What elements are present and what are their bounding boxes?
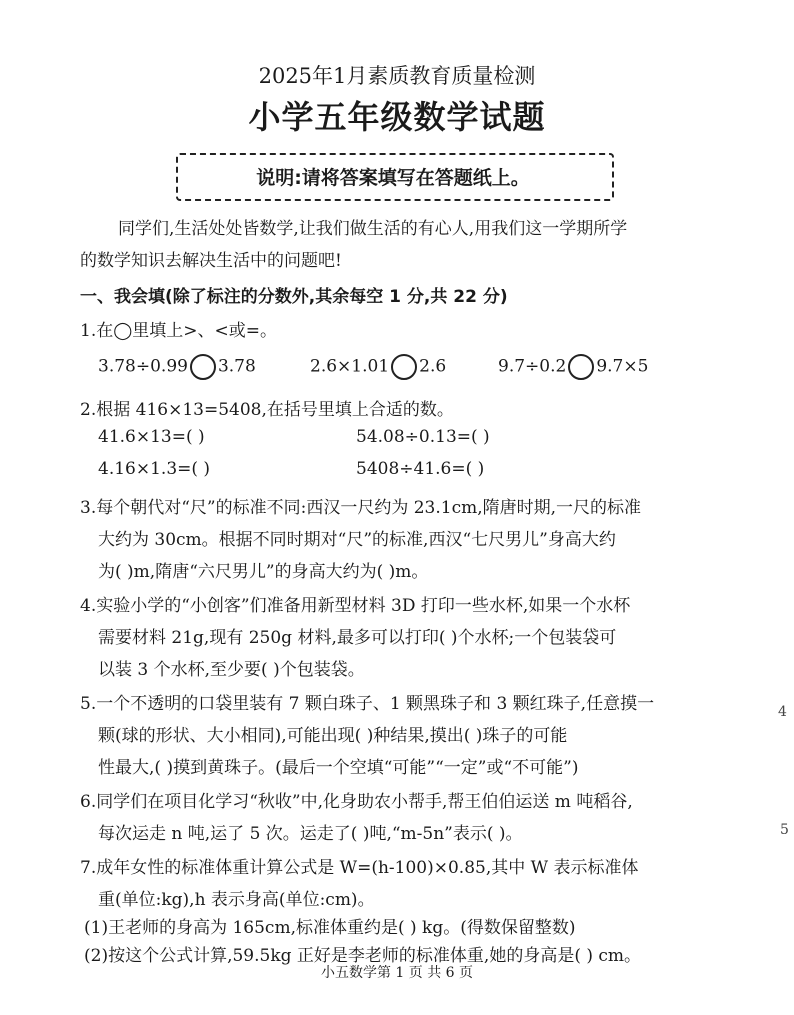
exam-subtitle: 2025年1月素质教育质量检测 <box>258 64 536 88</box>
q5-line-3: 性最大,( )摸到黄珠子。(最后一个空填“可能”“一定”或“不可能”) <box>98 758 579 778</box>
margin-mark: 5 <box>780 822 789 838</box>
q2-item-2: 54.08÷0.13=( ) <box>356 427 490 447</box>
q1-item-3: 9.7÷0.2 9.7×5 <box>498 354 648 380</box>
q3-line-1: 3.每个朝代对“尺”的标准不同:西汉一尺约为 23.1cm,隋唐时期,一尺的标准 <box>80 498 642 518</box>
notice-text: 说明:请将答案填写在答题纸上。 <box>256 167 530 189</box>
q7-sub-1: (1)王老师的身高为 165cm,标准体重约是( ) kg。(得数保留整数) <box>84 918 576 938</box>
q2-item-3: 4.16×1.3=( ) <box>98 459 211 479</box>
q2-item-1: 41.6×13=( ) <box>98 427 205 447</box>
intro-line-2: 的数学知识去解决生活中的问题吧! <box>80 251 342 271</box>
q6-line-2: 每次运走 n 吨,运了 5 次。运走了( )吨,“m-5n”表示( )。 <box>98 824 523 844</box>
compare-circle[interactable] <box>190 354 216 380</box>
q7-line-2: 重(单位:kg),h 表示身高(单位:cm)。 <box>98 890 375 910</box>
question-1-stem: 1.在◯里填上>、<或=。 <box>80 321 277 341</box>
intro-line-1: 同学们,生活处处皆数学,让我们做生活的有心人,用我们这一学期所学 <box>118 219 628 239</box>
q4-line-1: 4.实验小学的“小创客”们准备用新型材料 3D 打印一些水杯,如果一个水杯 <box>80 596 631 616</box>
q1-item-1: 3.78÷0.99 3.78 <box>98 354 256 380</box>
q7-line-1: 7.成年女性的标准体重计算公式是 W=(h-100)×0.85,其中 W 表示标准体 <box>80 858 639 878</box>
q4-line-2: 需要材料 21g,现有 250g 材料,最多可以打印( )个水杯;一个包装袋可 <box>98 628 617 648</box>
q3-line-3: 为( )m,隋唐“六尺男儿”的身高大约为( )m。 <box>98 562 429 582</box>
margin-mark: 4 <box>778 704 787 720</box>
q5-line-2: 颗(球的形状、大小相同),可能出现( )种结果,摸出( )珠子的可能 <box>98 726 568 746</box>
q2-item-4: 5408÷41.6=( ) <box>356 459 485 479</box>
compare-circle[interactable] <box>391 354 417 380</box>
q3-line-2: 大约为 30cm。根据不同时期对“尺”的标准,西汉“七尺男儿”身高大约 <box>98 530 616 550</box>
compare-circle[interactable] <box>568 354 594 380</box>
section-heading: 一、我会填(除了标注的分数外,其余每空 1 分,共 22 分) <box>80 287 508 307</box>
q4-line-3: 以装 3 个水杯,至少要( )个包装袋。 <box>98 660 365 680</box>
q5-line-1: 5.一个不透明的口袋里装有 7 颗白珠子、1 颗黑珠子和 3 颗红珠子,任意摸一 <box>80 694 655 714</box>
q7-sub-2: (2)按这个公式计算,59.5kg 正好是李老师的标准体重,她的身高是( ) cm。 <box>84 946 642 966</box>
page-footer: 小五数学第 1 页 共 6 页 <box>320 965 474 981</box>
q6-line-1: 6.同学们在项目化学习“秋收”中,化身助农小帮手,帮王伯伯运送 m 吨稻谷, <box>80 792 633 812</box>
q1-item-2: 2.6×1.01 2.6 <box>310 354 446 380</box>
exam-title: 小学五年级数学试题 <box>248 98 546 136</box>
question-2-stem: 2.根据 416×13=5408,在括号里填上合适的数。 <box>80 400 454 420</box>
